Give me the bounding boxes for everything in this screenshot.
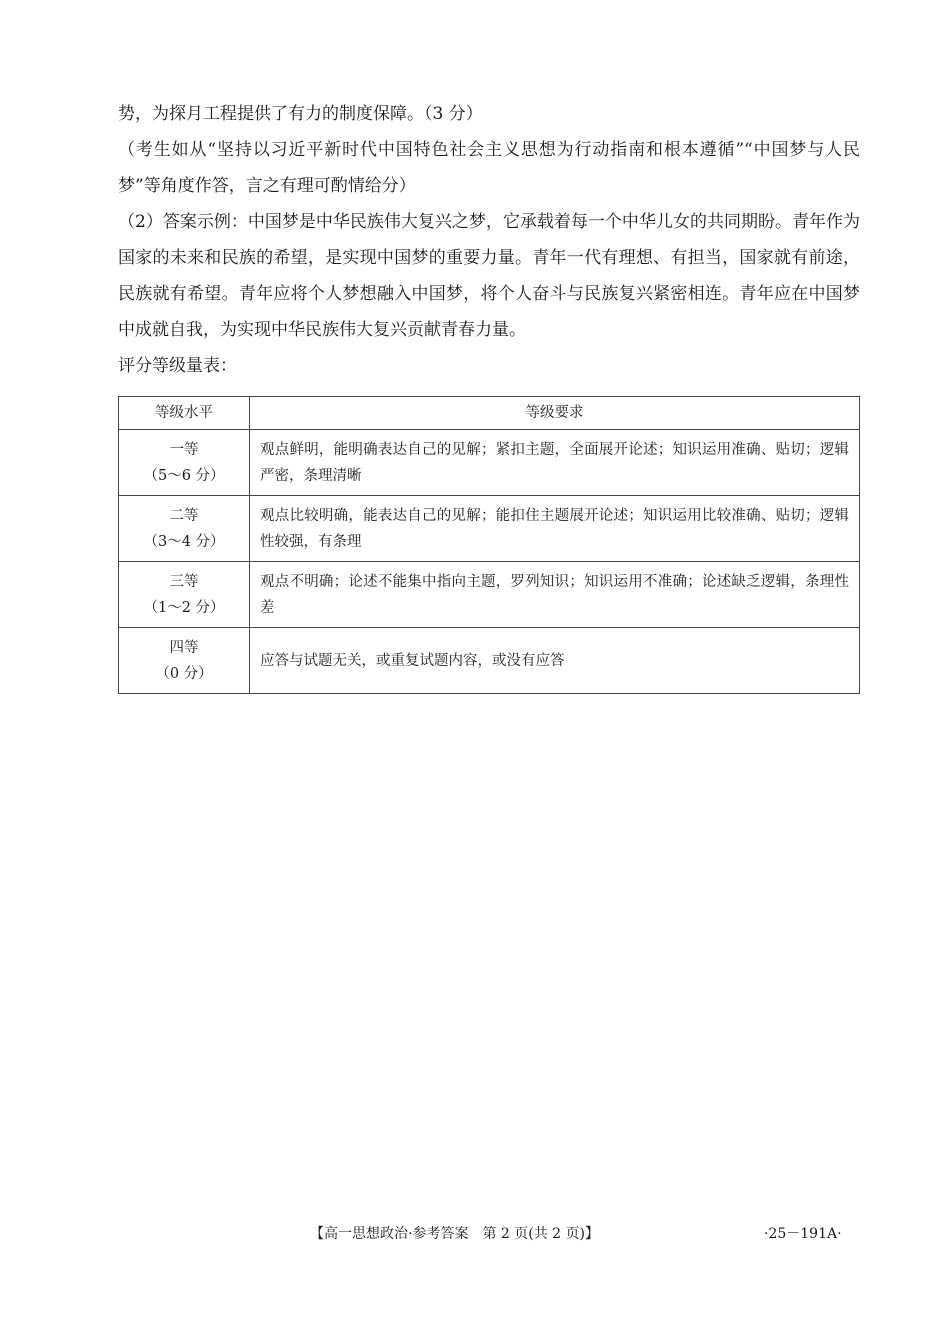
paragraph-3: （2）答案示例：中国梦是中华民族伟大复兴之梦，它承载着每一个中华儿女的共同期盼。青年作为国家的未来和民族的希望，是实现中国梦的重要力量。青年一代有理想、有担当，国家就有前途，民族就有希望。青年应将个人梦想融入中国梦，将个人奋斗与民族复兴紧密相连。青年应在中国梦中成就自我，为实现中华民族伟大复兴贡献青春力量。 — [118, 212, 860, 340]
answer-content — [118, 96, 860, 694]
level-name: 四等 — [169, 639, 199, 656]
level-score: （1～2 分） — [143, 599, 225, 616]
level-name: 一等 — [169, 441, 199, 458]
level-name: 二等 — [169, 507, 199, 524]
level-score: （5～6 分） — [143, 467, 225, 484]
footer-code: ·25－191A· — [764, 1226, 842, 1242]
paragraph-2: （考生如从“坚持以习近平新时代中国特色社会主义思想为行动指南和根本遵循”“中国梦与人民梦”等角度作答，言之有理可酌情给分） — [118, 140, 860, 196]
level-cell — [119, 496, 250, 562]
requirement-cell: 应答与试题无关，或重复试题内容，或没有应答 — [250, 628, 860, 694]
requirement-cell: 观点鲜明，能明确表达自己的见解；紧扣主题，全面展开论述；知识运用准确、贴切；逻辑严密，条理清晰 — [250, 430, 860, 496]
header-requirement: 等级要求 — [250, 397, 860, 430]
table-row — [119, 628, 860, 694]
table-header-row — [119, 397, 860, 430]
table-caption: 评分等级量表： — [118, 356, 237, 376]
level-score: （0 分） — [155, 665, 213, 682]
level-name: 三等 — [169, 573, 199, 590]
requirement-cell: 观点不明确；论述不能集中指向主题，罗列知识；知识运用不准确；论述缺乏逻辑，条理性差 — [250, 562, 860, 628]
level-cell — [119, 628, 250, 694]
table-row — [119, 496, 860, 562]
paragraph-1: 势，为探月工程提供了有力的制度保障。（3 分） — [118, 104, 483, 124]
level-cell — [119, 562, 250, 628]
grading-scale-table — [118, 396, 860, 694]
level-cell — [119, 430, 250, 496]
footer-page-info: 【高一思想政治·参考答案 第 2 页(共 2 页)】 — [310, 1226, 599, 1242]
requirement-cell: 观点比较明确，能表达自己的见解；能扣住主题展开论述；知识运用比较准确、贴切；逻辑性较强，有条理 — [250, 496, 860, 562]
table-row — [119, 430, 860, 496]
level-score: （3～4 分） — [143, 533, 225, 550]
header-level: 等级水平 — [119, 397, 250, 430]
table-row — [119, 562, 860, 628]
